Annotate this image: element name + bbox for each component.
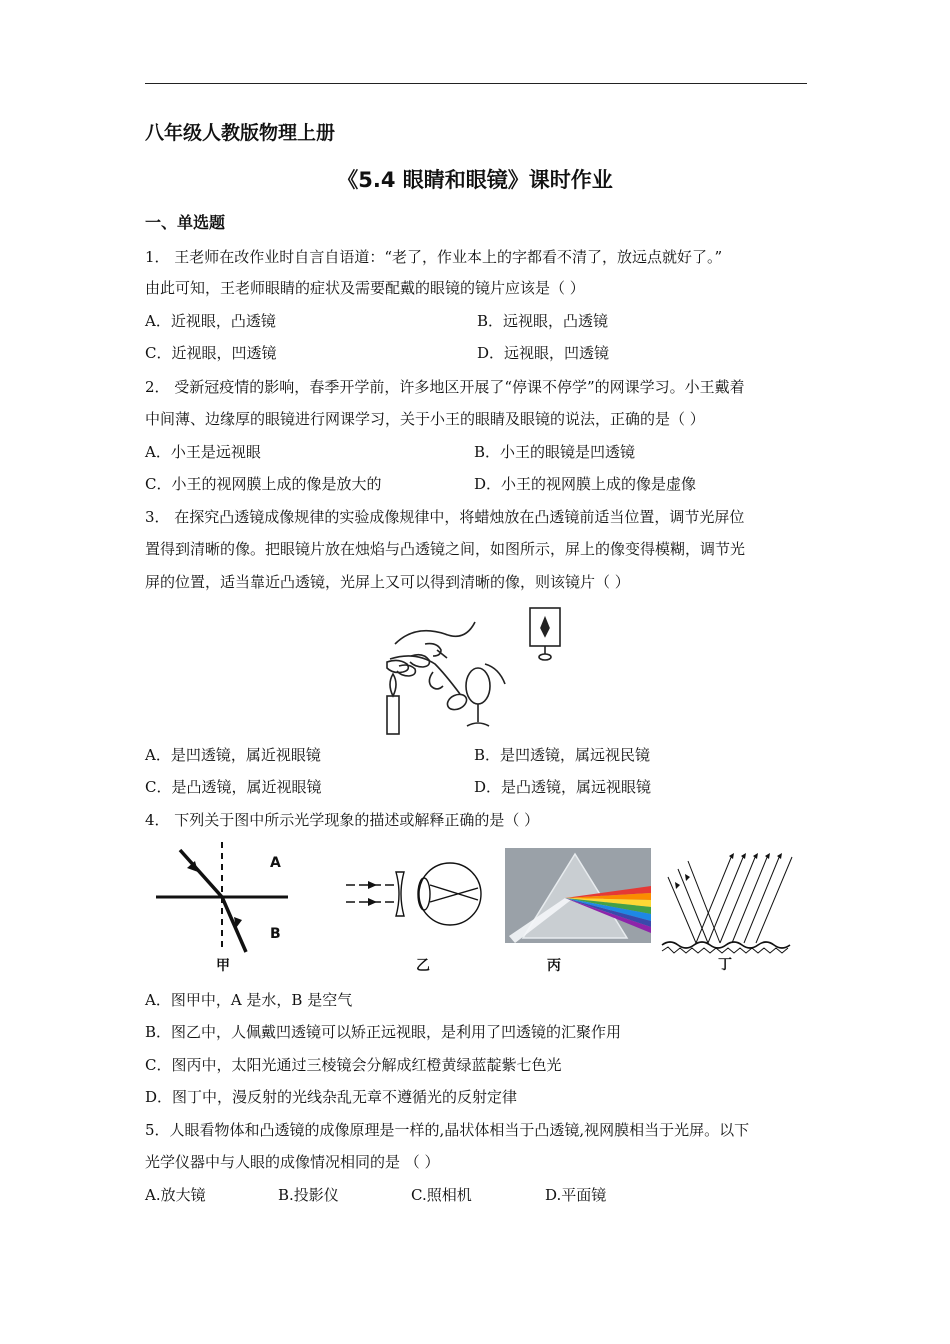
q5-stem-line-2: 光学仪器中与人眼的成像情况相同的是 （ ） <box>145 1153 440 1171</box>
q1-stem-line-2: 由此可知，王老师眼睛的症状及需要配戴的眼镜的镜片应该是（ ） <box>145 279 585 297</box>
refracted-ray <box>222 897 246 952</box>
document-title: 《5.4 眼睛和眼镜》课时作业 <box>337 168 613 192</box>
q3-stem-line-1: 3． 在探究凸透镜成像规律的实验成像规律中，将蜡烛放在凸透镜前适当位置，调节光屏位 <box>145 508 745 526</box>
q4-figure-bing <box>505 848 651 975</box>
q2-stem-line-1: 2． 受新冠疫情的影响，春季开学前，许多地区开展了“停课不停学”的网课学习。小王戴着 <box>145 378 745 396</box>
q3-experiment-figure <box>375 604 575 739</box>
q1-stem-line-1: 1． 王老师在改作业时自言自语道：“老了，作业本上的字都看不清了，放远点就好了。” <box>145 248 723 266</box>
q2-option-a: A．小王是远视眼 <box>145 443 261 461</box>
caption-bing: 丙 <box>547 958 561 974</box>
caption-yi: 乙 <box>416 958 430 974</box>
q1-option-b: B．远视眼，凸透镜 <box>477 312 609 330</box>
incident-ray <box>180 850 222 897</box>
rough-surface <box>662 942 790 948</box>
q5-option-d: D.平面镜 <box>545 1186 607 1204</box>
caption-jia: 甲 <box>216 958 230 974</box>
q2-option-c: C．小王的视网膜上成的像是放大的 <box>145 475 382 493</box>
q5-option-b: B.投影仪 <box>278 1186 339 1204</box>
q4-figure-jia <box>152 840 292 975</box>
header-rule <box>145 83 807 84</box>
q4-stem-line-1: 4． 下列关于图中所示光学现象的描述或解释正确的是（ ） <box>145 811 540 829</box>
q5-option-a: A.放大镜 <box>145 1186 206 1204</box>
label-a: A <box>270 855 281 871</box>
q1-option-d: D．远视眼，凹透镜 <box>477 344 610 362</box>
q3-option-d: D．是凸透镜，属远视眼镜 <box>474 778 652 796</box>
q4-option-d: D．图丁中，漫反射的光线杂乱无章不遵循光的反射定律 <box>145 1088 518 1106</box>
caption-ding: 丁 <box>718 957 732 973</box>
q4-option-a: A．图甲中，A 是水，B 是空气 <box>145 991 353 1009</box>
q2-option-b: B．小王的眼镜是凹透镜 <box>474 443 636 461</box>
hand <box>395 622 475 644</box>
q5-stem-line-1: 5．人眼看物体和凸透镜的成像原理是一样的,晶状体相当于凸透镜,视网膜相当于光屏。以下 <box>145 1121 750 1139</box>
q2-stem-line-2: 中间薄、边缘厚的眼镜进行网课学习，关于小王的眼睛及眼镜的说法，正确的是（ ） <box>145 410 705 428</box>
q3-option-a: A．是凹透镜，属近视眼镜 <box>145 746 321 764</box>
crystalline-lens <box>418 878 430 910</box>
screen-image <box>541 618 549 636</box>
q4-figure-yi <box>338 840 488 975</box>
eyeball <box>419 863 481 925</box>
section-heading: 一、单选题 <box>145 213 226 232</box>
q3-option-c: C．是凸透镜，属近视眼镜 <box>145 778 322 796</box>
document-subtitle: 八年级人教版物理上册 <box>145 122 336 144</box>
q4-option-c: C．图丙中，太阳光通过三棱镜会分解成红橙黄绿蓝靛紫七色光 <box>145 1056 562 1074</box>
q1-option-a: A．近视眼，凸透镜 <box>145 312 276 330</box>
q3-stem-line-2: 置得到清晰的像。把眼镜片放在烛焰与凸透镜之间，如图所示，屏上的像变得模糊，调节光 <box>145 540 746 558</box>
convex-lens <box>466 668 490 704</box>
concave-lens <box>396 872 404 916</box>
candle <box>387 696 399 734</box>
q4-figure-ding <box>658 845 800 975</box>
q4-option-b: B．图乙中，人佩戴凹透镜可以矫正远视眼，是利用了凹透镜的汇聚作用 <box>145 1023 622 1041</box>
q1-option-c: C．近视眼，凹透镜 <box>145 344 277 362</box>
q3-stem-line-3: 屏的位置，适当靠近凸透镜，光屏上又可以得到清晰的像，则该镜片（ ） <box>145 573 630 591</box>
label-b: B <box>270 926 281 942</box>
q5-option-c: C.照相机 <box>411 1186 472 1204</box>
q3-option-b: B．是凹透镜，属远视民镜 <box>474 746 651 764</box>
candle-flame <box>390 674 396 696</box>
eyeglass-lens <box>445 691 469 712</box>
q2-option-d: D．小王的视网膜上成的像是虚像 <box>474 475 697 493</box>
